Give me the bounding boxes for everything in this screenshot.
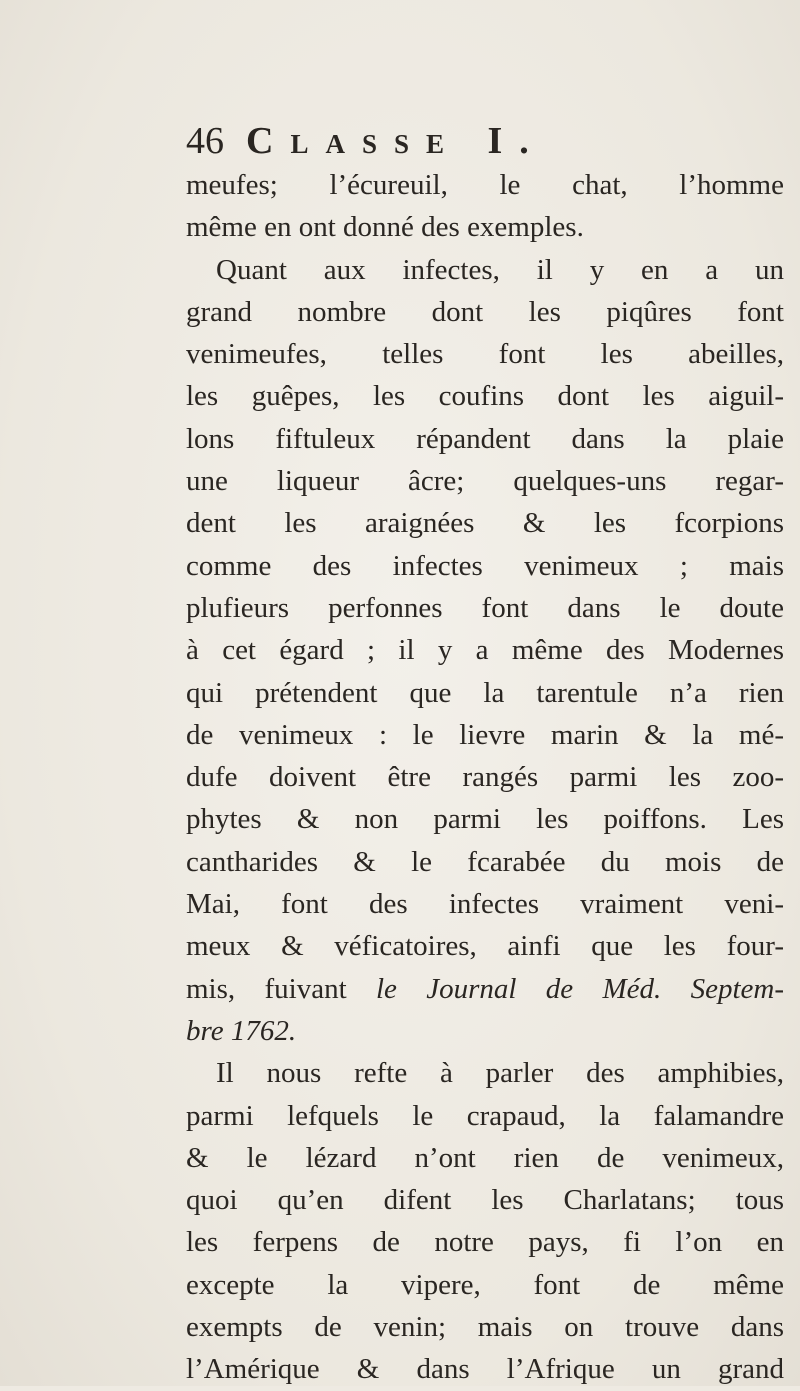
text-line: les guêpes, les coufins dont les aiguil- xyxy=(186,380,784,413)
text-line: lons fiftuleux répandent dans la plaie xyxy=(186,422,784,455)
text-line: excepte la vipere, font de même xyxy=(186,1268,784,1301)
text-line: plufieurs perfonnes font dans le doute xyxy=(186,591,784,624)
text-line: quoi qu’en difent les Charlatans; tous xyxy=(186,1184,784,1217)
text-line: & le lézard n’ont rien de venimeux, xyxy=(186,1141,784,1174)
text-line: dent les araignées & les fcorpions xyxy=(186,507,784,540)
body-text xyxy=(186,164,784,1391)
text-line: à cet égard ; il y a même des Modernes xyxy=(186,634,784,667)
page-header xyxy=(186,118,786,164)
text-line: bre 1762. xyxy=(186,1014,297,1047)
text-line: parmi lefquels le crapaud, la falamandre xyxy=(186,1099,784,1132)
text-line: meux & véficatoires, ainfi que les four- xyxy=(186,930,784,963)
journal-citation: le Journal de Méd. Septem- xyxy=(375,972,785,1005)
text-line: cantharides & le fcarabée du mois de xyxy=(186,845,784,878)
text-line-with-citation xyxy=(186,968,784,1010)
running-head: Classe I. xyxy=(246,120,546,162)
text-line: même en ont donné des exemples. xyxy=(186,211,584,244)
page-number: 46 xyxy=(186,120,224,162)
text-line: meufes; l’écureuil, le chat, l’homme xyxy=(186,169,784,201)
text-line: qui prétendent que la tarentule n’a rien xyxy=(186,676,784,709)
text-line: Mai, font des infectes vraiment veni- xyxy=(186,888,784,921)
text-line: Il nous refte à parler des amphibies, xyxy=(216,1057,784,1090)
text-line: de venimeux : le lievre marin & la mé- xyxy=(186,718,784,751)
text-line: venimeufes, telles font les abeilles, xyxy=(186,338,784,371)
text-line: comme des infectes venimeux ; mais xyxy=(186,549,784,582)
text-line: une liqueur âcre; quelques-uns regar- xyxy=(186,465,784,498)
text-line: grand nombre dont les piqûres font xyxy=(186,295,784,328)
text-fragment: mis, fuivant xyxy=(186,972,347,1005)
text-line: Quant aux infectes, il y en a un xyxy=(216,253,784,286)
text-line: les ferpens de notre pays, fi l’on en xyxy=(186,1226,784,1259)
text-line: dufe doivent être rangés parmi les zoo- xyxy=(186,761,784,794)
text-line: l’Amérique & dans l’Afrique un grand xyxy=(186,1353,784,1386)
text-line: phytes & non parmi les poiffons. Les xyxy=(186,803,784,836)
text-line: exempts de venin; mais on trouve dans xyxy=(186,1311,784,1344)
